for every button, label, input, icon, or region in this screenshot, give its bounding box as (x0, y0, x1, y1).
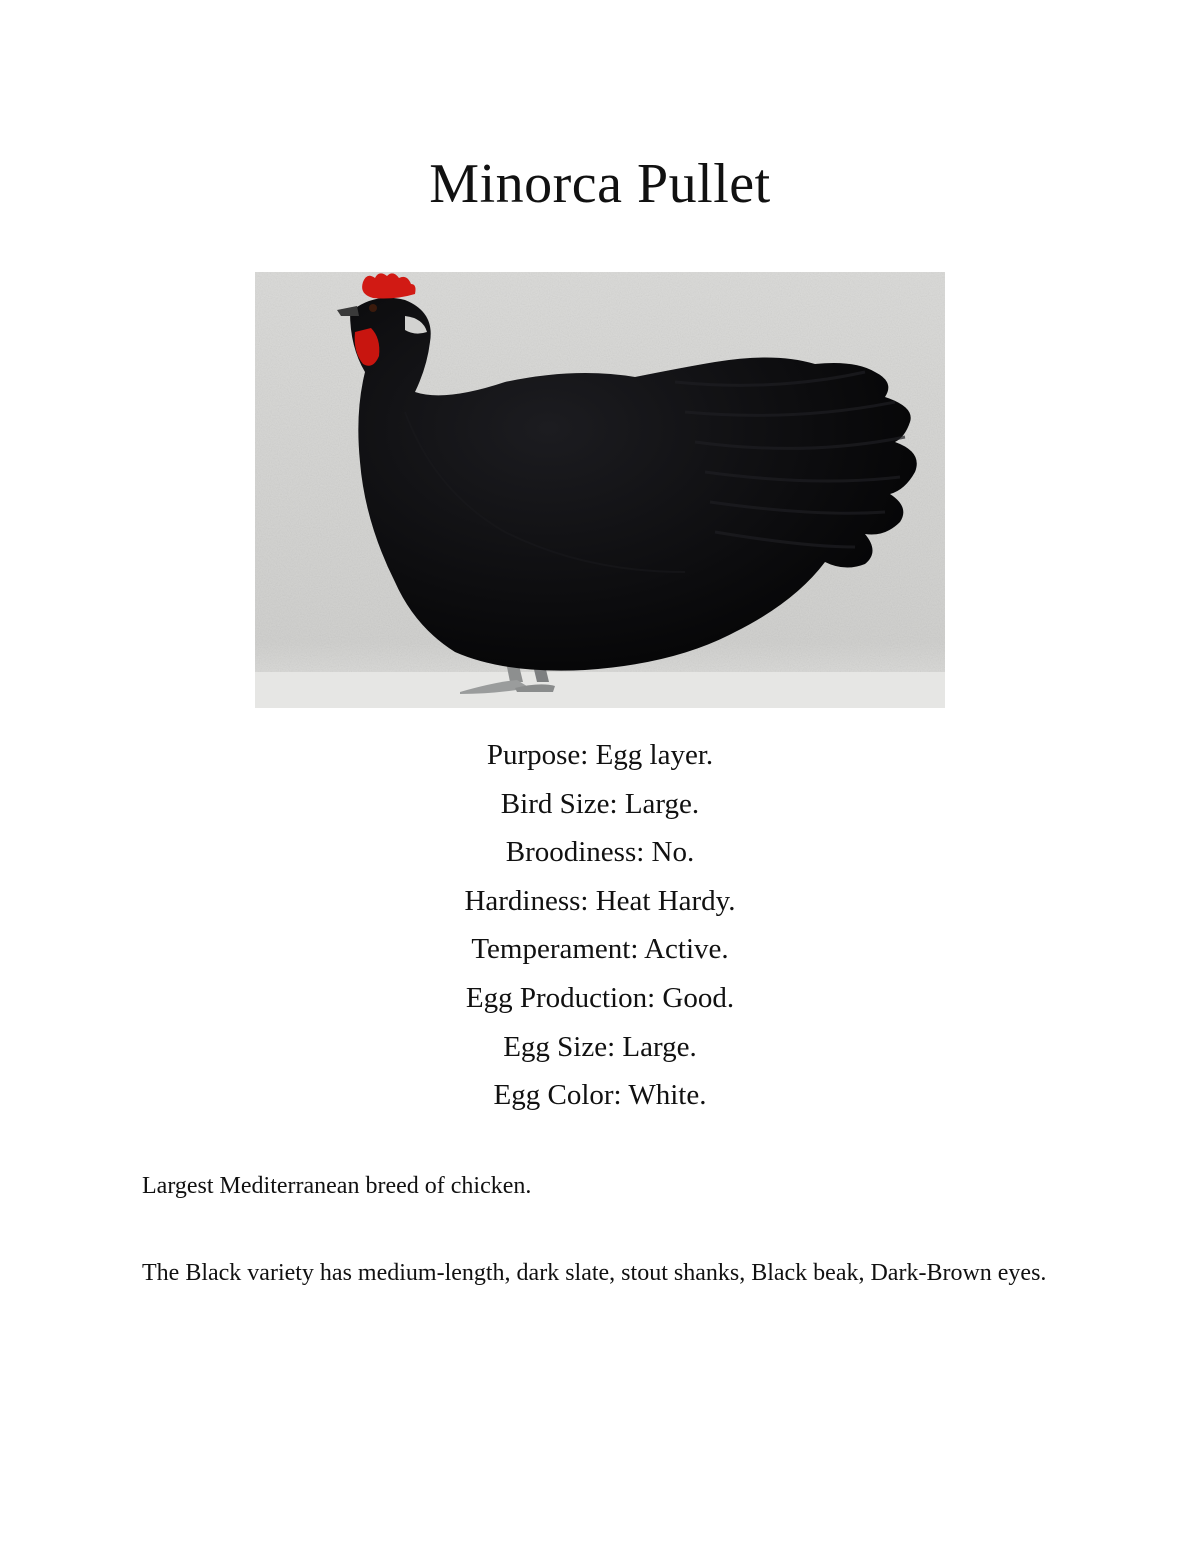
fact-egg-production: Egg Production: Good. (465, 981, 735, 1014)
fact-temperament: Temperament: Active. (471, 933, 729, 966)
fact-bird-size: Bird Size: Large. (500, 787, 700, 820)
fact-egg-size: Egg Size: Large. (503, 1030, 697, 1063)
fact-purpose: Purpose: Egg layer. (486, 739, 714, 771)
description-paragraph-1: Largest Mediterranean breed of chicken. (142, 1173, 532, 1199)
breed-facts-list (0, 731, 1200, 1120)
fact-hardiness: Hardiness: Heat Hardy. (464, 884, 736, 917)
fact-broodiness: Broodiness: No. (505, 836, 695, 869)
fact-egg-color: Egg Color: White. (493, 1079, 707, 1112)
hen-photo (255, 272, 945, 708)
description-paragraph-2: The Black variety has medium-length, dark slate, stout shanks, Black beak, Dark-Brown eyes. (142, 1260, 1047, 1286)
page-title: Minorca Pullet (429, 153, 771, 215)
